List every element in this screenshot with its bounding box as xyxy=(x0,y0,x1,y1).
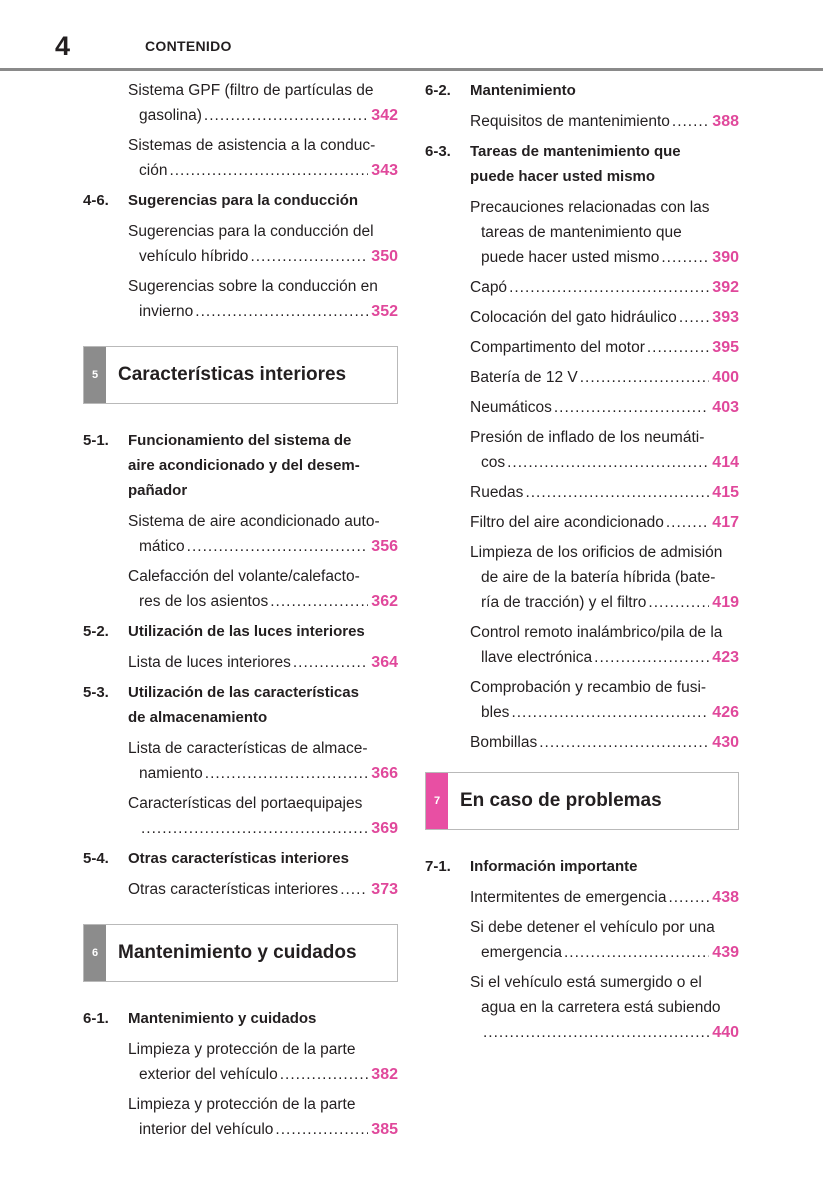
toc-entry[interactable] xyxy=(128,1092,398,1142)
dot-leader xyxy=(539,730,709,755)
toc-page-number[interactable]: 423 xyxy=(712,649,739,666)
dot-leader xyxy=(672,109,709,134)
toc-entry-text: Bombillas xyxy=(470,734,538,751)
section-number: 6-2. xyxy=(425,82,451,99)
chapter-title: Mantenimiento y cuidados xyxy=(118,942,357,963)
toc-page-number[interactable]: 362 xyxy=(371,593,398,610)
toc-entry-text: interior del vehículo xyxy=(139,1121,274,1138)
toc-entry[interactable] xyxy=(470,335,739,360)
dot-leader xyxy=(554,395,709,420)
toc-entry-text: Precauciones relacionadas con las xyxy=(470,199,710,216)
chapter-tab: 6 xyxy=(84,925,106,981)
section-title: Información importante xyxy=(470,858,638,875)
dot-leader xyxy=(580,365,710,390)
toc-page-number[interactable]: 392 xyxy=(712,279,739,296)
toc-entry-text: Control remoto inalámbrico/pila de la xyxy=(470,624,723,641)
toc-page-number[interactable]: 400 xyxy=(712,369,739,386)
toc-right-column xyxy=(425,78,739,1050)
toc-page-number[interactable]: 426 xyxy=(712,704,739,721)
section-number: 5-4. xyxy=(83,850,109,867)
dot-leader xyxy=(270,589,368,614)
toc-page-number[interactable]: 352 xyxy=(371,303,398,320)
toc-entry[interactable] xyxy=(470,395,739,420)
toc-entry-text: Batería de 12 V xyxy=(470,369,578,386)
toc-page-number[interactable]: 395 xyxy=(712,339,739,356)
dot-leader xyxy=(169,158,368,183)
toc-entry-text: ción xyxy=(139,162,168,179)
dot-leader xyxy=(668,885,709,910)
dot-leader xyxy=(275,1117,368,1142)
dot-leader xyxy=(679,305,709,330)
section-number: 5-2. xyxy=(83,623,109,640)
toc-page-number[interactable]: 403 xyxy=(712,399,739,416)
dot-leader xyxy=(509,275,709,300)
toc-entry[interactable] xyxy=(128,564,398,614)
toc-entry-text: Presión de inflado de los neumáti- xyxy=(470,429,705,446)
section-title: Utilización de las características de almacenamiento xyxy=(128,684,359,726)
chapter-7-banner[interactable] xyxy=(425,772,739,830)
toc-page-number[interactable]: 414 xyxy=(712,454,739,471)
toc-entry-text: llave electrónica xyxy=(481,649,593,666)
toc-entry-text: puede hacer usted mismo xyxy=(481,249,660,266)
toc-entry-text: mático xyxy=(139,538,185,555)
toc-entry-text: vehículo híbrido xyxy=(139,248,249,265)
toc-entry-text: Sugerencias para la conducción del xyxy=(128,223,374,240)
toc-entry[interactable] xyxy=(470,540,739,615)
toc-entry-text: Comprobación y recambio de fusi- xyxy=(470,679,707,696)
chapter-title: Características interiores xyxy=(118,364,347,385)
toc-entry[interactable] xyxy=(470,730,739,755)
section-number: 4-6. xyxy=(83,192,109,209)
toc-entry-text: de aire de la batería híbrida (bate- xyxy=(481,569,716,586)
section-title: Tareas de mantenimiento que puede hacer usted mismo xyxy=(470,143,681,185)
page-number: 4 xyxy=(55,31,71,61)
dot-leader xyxy=(648,590,709,615)
section-number: 7-1. xyxy=(425,858,451,875)
toc-entry[interactable] xyxy=(470,109,739,134)
toc-entry[interactable] xyxy=(470,480,739,505)
toc-entry-text: exterior del vehículo xyxy=(139,1066,278,1083)
toc-entry[interactable] xyxy=(128,274,398,324)
toc-entry-text: Capó xyxy=(470,279,508,296)
toc-left-column xyxy=(83,78,398,1147)
toc-entry-text: ría de tracción) y el filtro xyxy=(481,594,647,611)
toc-entry-text: cos xyxy=(481,454,506,471)
toc-section-6-2 xyxy=(425,78,739,103)
toc-entry-text: bles xyxy=(481,704,510,721)
toc-entry-text: Lista de características de almace- xyxy=(128,740,368,757)
toc-entry-text: Características del portaequipajes xyxy=(128,795,363,812)
toc-page-number[interactable]: 356 xyxy=(371,538,398,555)
toc-entry-text: agua en la carretera está subiendo xyxy=(481,999,721,1016)
dot-leader xyxy=(564,940,709,965)
toc-page-number[interactable]: 417 xyxy=(712,514,739,531)
toc-section-6-1 xyxy=(83,1006,398,1031)
chapter-5-banner[interactable] xyxy=(83,346,398,404)
toc-entry[interactable] xyxy=(470,305,739,330)
toc-entry-text: namiento xyxy=(139,765,203,782)
toc-page-number[interactable]: 438 xyxy=(712,889,739,906)
toc-entry-text: Otras características interiores xyxy=(128,881,339,898)
section-number: 5-3. xyxy=(83,684,109,701)
dot-leader xyxy=(525,480,709,505)
toc-section-7-1 xyxy=(425,854,739,879)
dot-leader xyxy=(666,510,709,535)
section-number: 6-1. xyxy=(83,1010,109,1027)
section-title: Sugerencias para la conducción xyxy=(128,192,359,209)
toc-entry[interactable] xyxy=(128,509,398,559)
toc-page-number[interactable]: 439 xyxy=(712,944,739,961)
toc-page-number[interactable]: 419 xyxy=(712,594,739,611)
toc-page-number[interactable]: 393 xyxy=(712,309,739,326)
toc-entry-text: Filtro del aire acondicionado xyxy=(470,514,664,531)
toc-entry[interactable] xyxy=(128,877,398,902)
dot-leader xyxy=(205,761,369,786)
toc-entry-text: tareas de mantenimiento que xyxy=(481,224,682,241)
dot-leader xyxy=(647,335,709,360)
page-header-title: CONTENIDO xyxy=(145,38,232,54)
toc-entry-text: Limpieza y protección de la parte xyxy=(128,1041,356,1058)
toc-page-number[interactable]: 385 xyxy=(371,1121,398,1138)
toc-entry-text: Sugerencias sobre la conducción en xyxy=(128,278,378,295)
toc-entry-text: Neumáticos xyxy=(470,399,552,416)
toc-entry[interactable] xyxy=(128,78,398,128)
toc-entry-text: gasolina) xyxy=(139,107,202,124)
toc-page-number[interactable]: 390 xyxy=(712,249,739,266)
toc-section-5-4 xyxy=(83,846,398,871)
toc-entry[interactable] xyxy=(128,791,398,841)
dot-leader xyxy=(483,1020,709,1045)
toc-entry-text: Intermitentes de emergencia xyxy=(470,889,667,906)
toc-page-number[interactable]: 440 xyxy=(712,1024,739,1041)
toc-entry-text: Lista de luces interiores xyxy=(128,654,291,671)
toc-page-number[interactable]: 382 xyxy=(371,1066,398,1083)
toc-entry-text: Sistema GPF (filtro de partículas de xyxy=(128,82,374,99)
section-number: 6-3. xyxy=(425,143,451,160)
toc-entry-text: res de los asientos xyxy=(139,593,269,610)
toc-entry-text: Ruedas xyxy=(470,484,524,501)
toc-entry-text: Colocación del gato hidráulico xyxy=(470,309,677,326)
toc-entry[interactable] xyxy=(470,195,739,270)
toc-section-5-3 xyxy=(83,680,398,730)
dot-leader xyxy=(187,534,369,559)
chapter-title: En caso de problemas xyxy=(460,790,662,811)
toc-entry-text: Limpieza de los orificios de admisión xyxy=(470,544,723,561)
toc-entry[interactable] xyxy=(470,620,739,670)
chapter-tab: 5 xyxy=(84,347,106,403)
toc-page-number[interactable]: 343 xyxy=(371,162,398,179)
dot-leader xyxy=(141,816,368,841)
toc-entry-text: emergencia xyxy=(481,944,562,961)
toc-entry-text: Requisitos de mantenimiento xyxy=(470,113,670,130)
toc-entry[interactable] xyxy=(470,970,739,1045)
toc-entry[interactable] xyxy=(128,133,398,183)
toc-page-number[interactable]: 366 xyxy=(371,765,398,782)
toc-entry-text: invierno xyxy=(139,303,194,320)
toc-entry[interactable] xyxy=(128,650,398,675)
dot-leader xyxy=(507,450,709,475)
toc-page-number[interactable]: 430 xyxy=(712,734,739,751)
toc-entry[interactable] xyxy=(128,736,398,786)
dot-leader xyxy=(661,245,709,270)
toc-section-4-6 xyxy=(83,188,398,213)
section-title: Mantenimiento xyxy=(470,82,576,99)
section-title: Utilización de las luces interiores xyxy=(128,623,365,640)
dot-leader xyxy=(340,877,368,902)
toc-page-number[interactable]: 342 xyxy=(371,107,398,124)
toc-section-5-1 xyxy=(83,428,398,503)
header-divider xyxy=(0,68,823,71)
toc-entry-text: Compartimento del motor xyxy=(470,339,645,356)
toc-entry-text: Calefacción del volante/calefacto- xyxy=(128,568,360,585)
dot-leader xyxy=(204,103,368,128)
toc-entry[interactable] xyxy=(128,219,398,269)
section-title: Otras características interiores xyxy=(128,850,349,867)
toc-entry[interactable] xyxy=(470,425,739,475)
toc-page-number[interactable]: 373 xyxy=(371,881,398,898)
dot-leader xyxy=(511,700,709,725)
toc-page-number[interactable]: 415 xyxy=(712,484,739,501)
section-title: Mantenimiento y cuidados xyxy=(128,1010,317,1027)
toc-entry[interactable] xyxy=(470,915,739,965)
toc-entry[interactable] xyxy=(470,510,739,535)
chapter-6-banner[interactable] xyxy=(83,924,398,982)
section-number: 5-1. xyxy=(83,432,109,449)
dot-leader xyxy=(280,1062,369,1087)
toc-entry-text: Sistema de aire acondicionado auto- xyxy=(128,513,380,530)
toc-entry[interactable] xyxy=(470,275,739,300)
section-title: Funcionamiento del sistema de aire acondicionado y del desem- pañador xyxy=(128,432,360,499)
dot-leader xyxy=(594,645,709,670)
toc-section-5-2 xyxy=(83,619,398,644)
dot-leader xyxy=(293,650,368,675)
toc-entry-text: Si el vehículo está sumergido o el xyxy=(470,974,702,991)
toc-page-number[interactable]: 369 xyxy=(371,820,398,837)
dot-leader xyxy=(195,299,368,324)
toc-entry-text: Limpieza y protección de la parte xyxy=(128,1096,356,1113)
toc-entry-text: Sistemas de asistencia a la conduc- xyxy=(128,137,376,154)
toc-entry[interactable] xyxy=(128,1037,398,1087)
toc-page-number[interactable]: 388 xyxy=(712,113,739,130)
toc-entry[interactable] xyxy=(470,365,739,390)
toc-page-number[interactable]: 364 xyxy=(371,654,398,671)
dot-leader xyxy=(250,244,368,269)
toc-section-6-3 xyxy=(425,139,739,189)
toc-entry[interactable] xyxy=(470,885,739,910)
toc-entry-text: Si debe detener el vehículo por una xyxy=(470,919,715,936)
toc-page-number[interactable]: 350 xyxy=(371,248,398,265)
toc-entry[interactable] xyxy=(470,675,739,725)
chapter-tab: 7 xyxy=(426,773,448,829)
